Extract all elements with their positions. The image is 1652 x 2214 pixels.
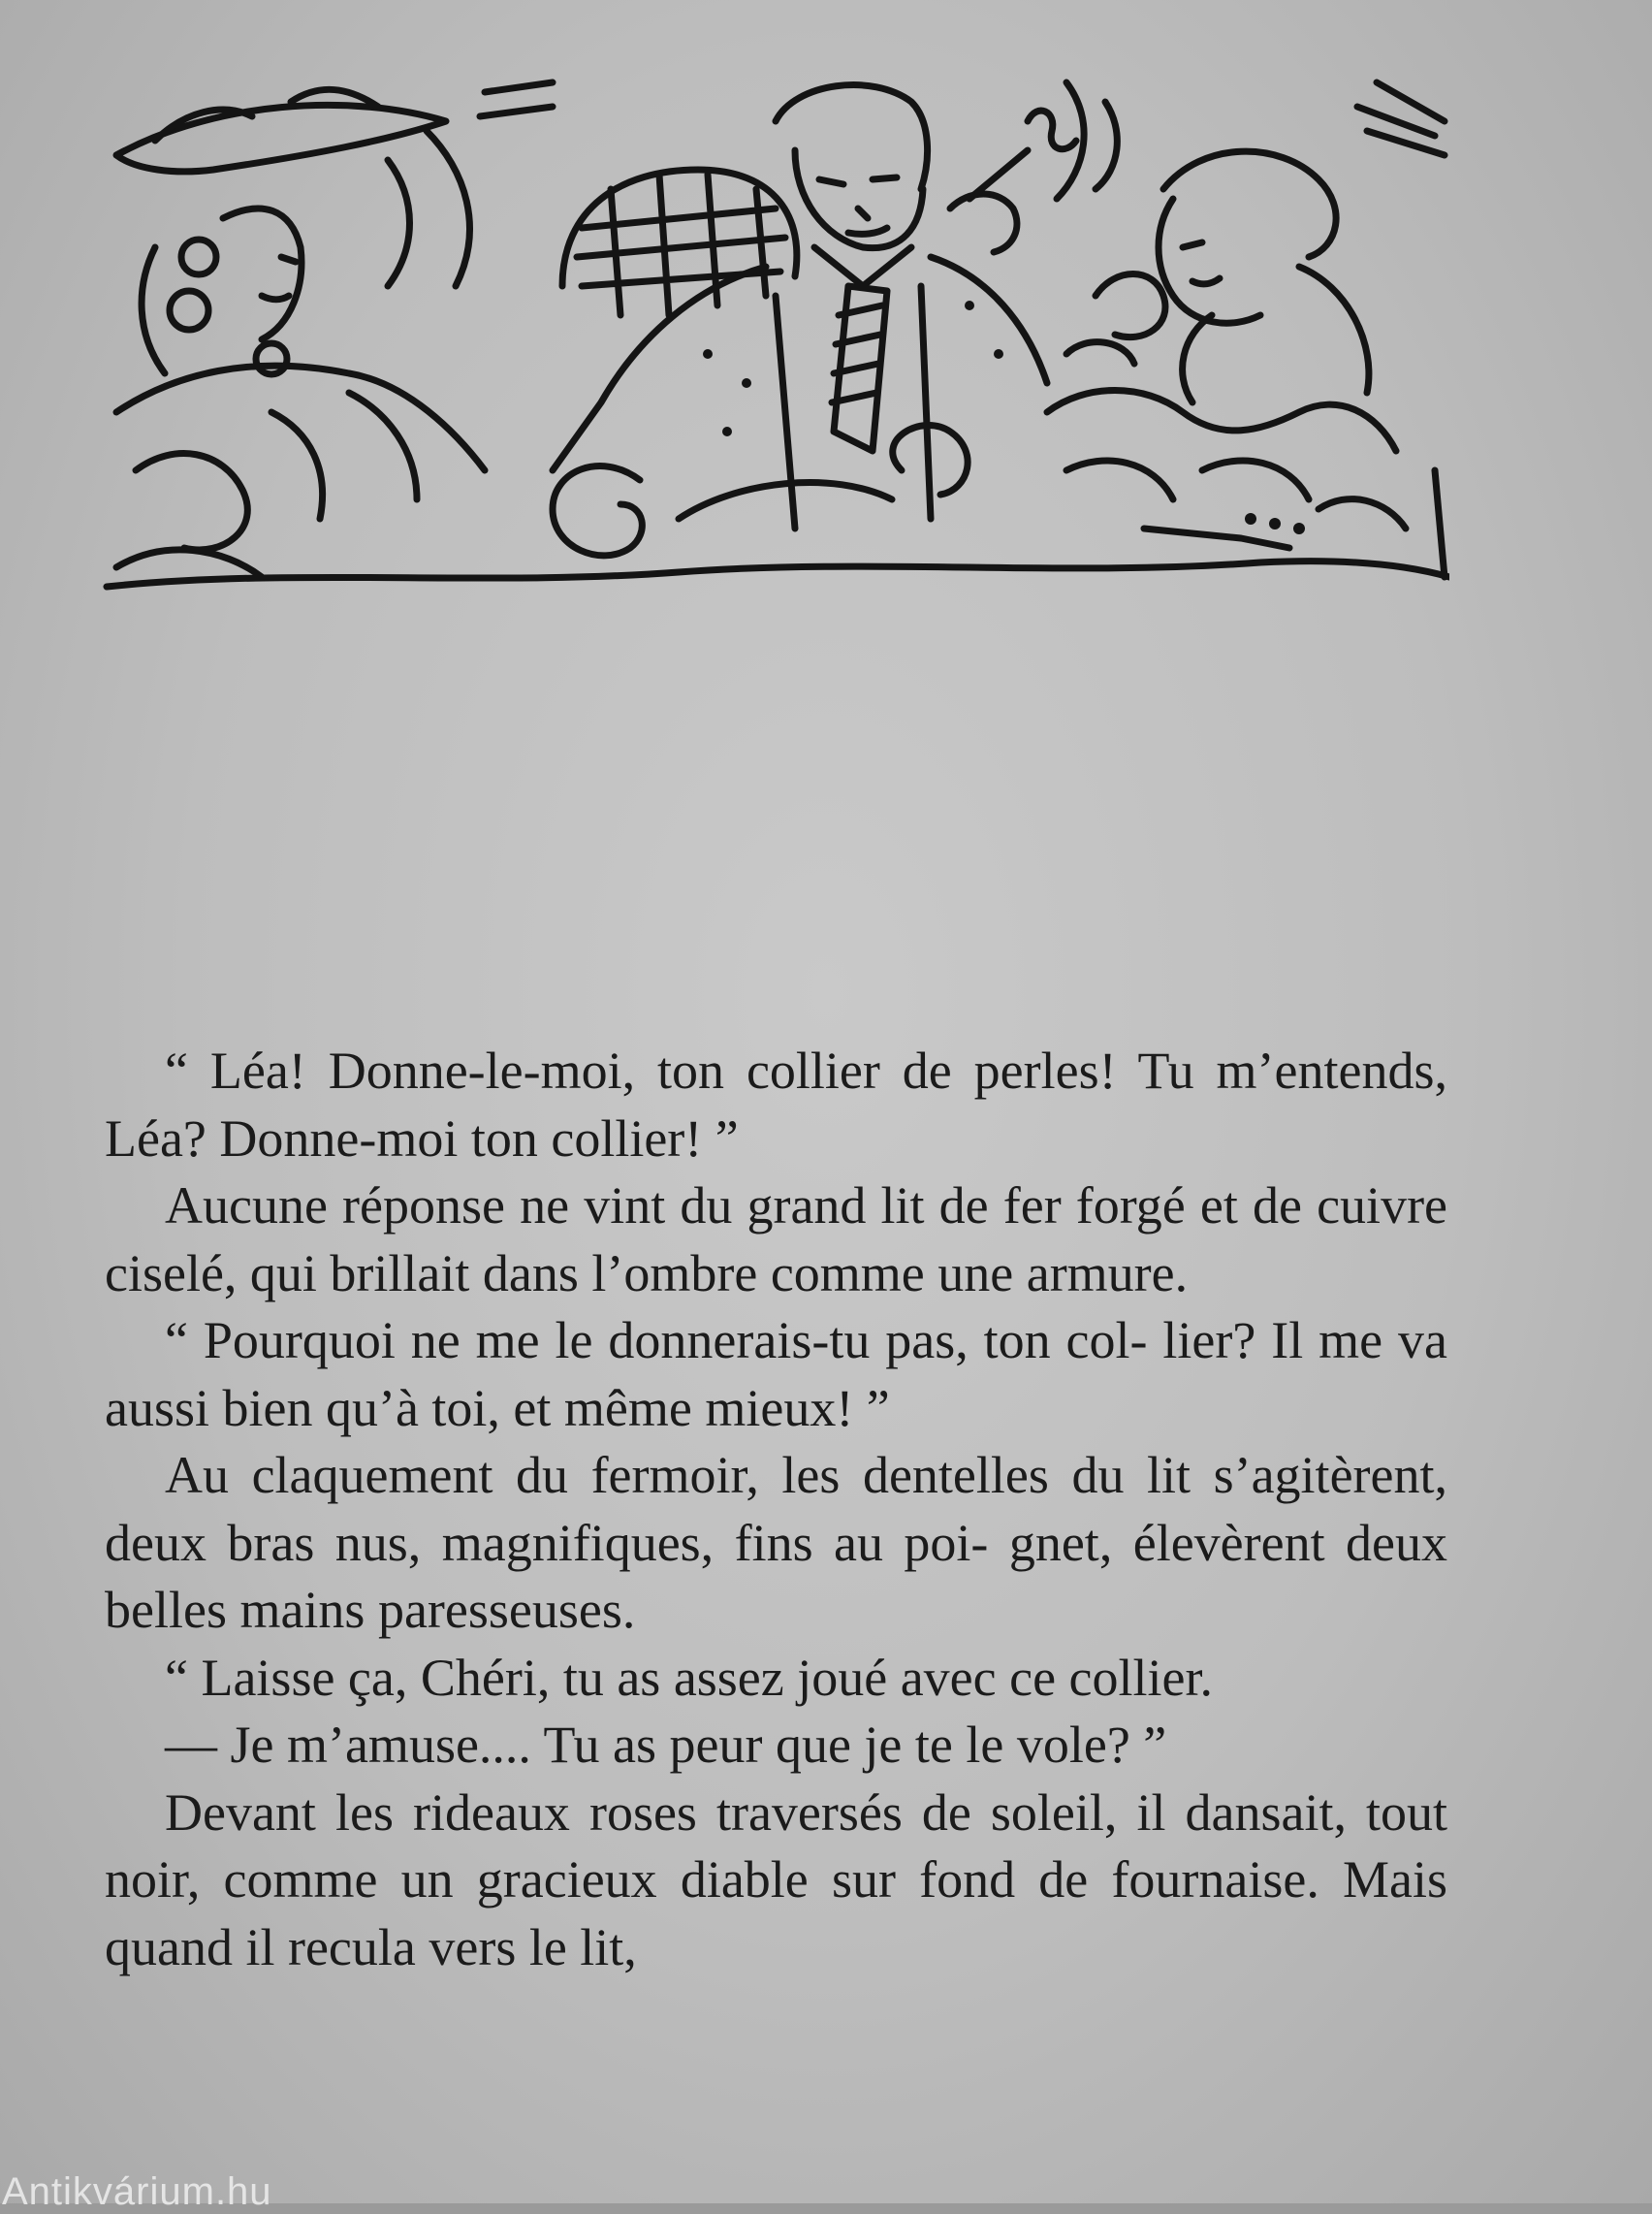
paragraph-1 (105, 1038, 1447, 1172)
text-line: dansait, tout noir, comme un gracieux diable sur (105, 1782, 1448, 1909)
paragraph-2 (105, 1172, 1447, 1307)
paragraph-6 (105, 1712, 1447, 1780)
woodcut-illustration-icon (97, 63, 1449, 616)
text-line: “ Pourquoi ne me le donnerais-tu pas, ton col- (165, 1311, 1148, 1369)
paragraph-5 (105, 1645, 1447, 1713)
text-line: fond de fournaise. Mais quand il recula vers le lit, (105, 1850, 1448, 1976)
text-line: s’agitèrent, deux bras nus, magnifiques, fins au poi- (105, 1446, 1447, 1572)
text-line: lier? Il me va aussi bien qu’à toi, et même mieux! ” (105, 1311, 1447, 1437)
body-text (105, 1038, 1447, 1981)
text-line: “ Laisse ça, Chéri, tu as assez joué avec ce collier. (165, 1648, 1214, 1707)
text-line: Devant les rideaux roses traversés de soleil, il (165, 1782, 1186, 1842)
paragraph-3 (105, 1307, 1447, 1442)
text-line: Aucune réponse ne vint du grand lit de fer forgé (165, 1176, 1200, 1235)
text-line: “ Léa! Donne-le-moi, ton collier de perles! Tu (165, 1042, 1217, 1100)
text-line: gnet, élevèrent deux belles mains paresseuses. (105, 1513, 1447, 1639)
text-line: m’entends, Léa? Donne-moi ton collier! ” (105, 1042, 1447, 1168)
paragraph-7 (105, 1780, 1447, 1982)
watermark: Antikvárium.hu (2, 2170, 272, 2213)
paragraph-4 (105, 1442, 1447, 1645)
text-line: et de cuivre ciselé, qui brillait dans l’ombre comme (105, 1176, 1448, 1302)
text-line: — Je m’amuse.... Tu as peur que je te le vole? ” (165, 1716, 1167, 1774)
text-line: Au claquement du fermoir, les dentelles du lit (165, 1446, 1214, 1504)
text-line: une armure. (937, 1243, 1189, 1302)
